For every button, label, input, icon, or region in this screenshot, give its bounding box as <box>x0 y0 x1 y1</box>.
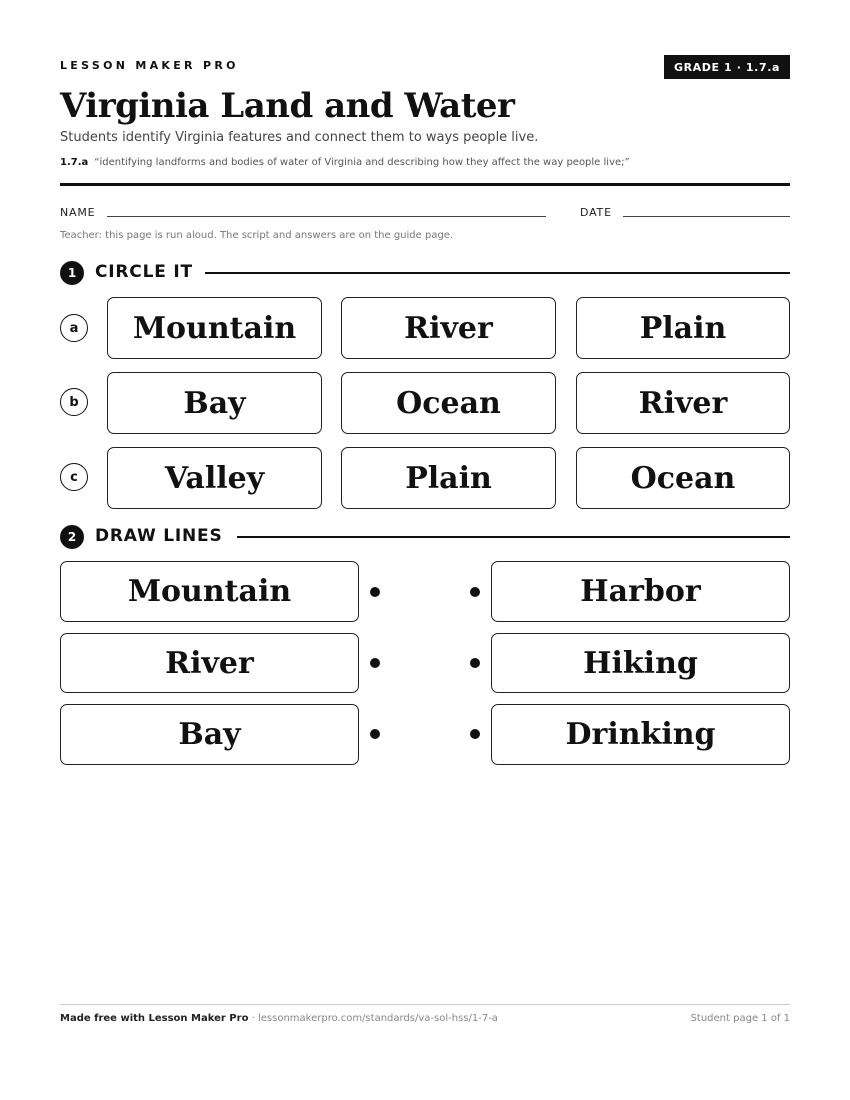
choice-b-2[interactable]: Ocean <box>341 372 556 434</box>
name-field[interactable] <box>107 216 546 217</box>
row-b-letter: b <box>60 388 88 416</box>
match-left-3[interactable]: Bay <box>60 704 359 765</box>
match-left-dot-1[interactable] <box>370 587 380 597</box>
match-right-1[interactable]: Harbor <box>491 561 790 622</box>
section-1-title: CIRCLE IT <box>95 262 193 282</box>
footer-credit <box>60 1013 498 1024</box>
match-right-2[interactable]: Hiking <box>491 633 790 693</box>
choice-b-3[interactable]: River <box>576 372 790 434</box>
page-title: Virginia Land and Water <box>60 86 515 126</box>
standard-code: 1.7.a <box>60 157 89 168</box>
brand-name: LESSON MAKER PRO <box>60 59 239 72</box>
match-right-3[interactable]: Drinking <box>491 704 790 765</box>
match-right-dot-1[interactable] <box>470 587 480 597</box>
footer-url[interactable]: · lessonmakerpro.com/standards/va-sol-hss/1-7-a <box>248 1013 498 1024</box>
footer-made-with: Made free with Lesson Maker Pro <box>60 1013 249 1024</box>
page-subtitle: Students identify Virginia features and connect them to ways people live. <box>60 130 539 145</box>
row-c-letter: c <box>60 463 88 491</box>
choice-a-2[interactable]: River <box>341 297 556 359</box>
match-left-dot-2[interactable] <box>370 658 380 668</box>
row-a-letter: a <box>60 314 88 342</box>
section-2-rule <box>237 536 790 538</box>
footer-page-number: Student page 1 of 1 <box>690 1013 790 1024</box>
section-1-number: 1 <box>60 261 84 285</box>
date-field[interactable] <box>623 216 790 217</box>
standard-line <box>60 157 630 168</box>
choice-c-2[interactable]: Plain <box>341 447 556 509</box>
name-label: NAME <box>60 206 96 219</box>
footer-divider <box>60 1004 790 1005</box>
match-left-1[interactable]: Mountain <box>60 561 359 622</box>
choice-c-3[interactable]: Ocean <box>576 447 790 509</box>
section-1-rule <box>205 272 790 274</box>
choice-a-1[interactable]: Mountain <box>107 297 322 359</box>
teacher-note: Teacher: this page is run aloud. The script and answers are on the guide page. <box>60 230 454 241</box>
standard-text: “identifying landforms and bodies of water of Virginia and describing how they affect the way people live;” <box>94 157 630 168</box>
date-label: DATE <box>580 206 612 219</box>
section-2-number: 2 <box>60 525 84 549</box>
match-right-dot-3[interactable] <box>470 729 480 739</box>
section-2-title: DRAW LINES <box>95 526 223 546</box>
header-divider <box>60 183 790 186</box>
grade-badge: GRADE 1 · 1.7.a <box>664 55 790 79</box>
choice-b-1[interactable]: Bay <box>107 372 322 434</box>
choice-c-1[interactable]: Valley <box>107 447 322 509</box>
choice-a-3[interactable]: Plain <box>576 297 790 359</box>
match-left-dot-3[interactable] <box>370 729 380 739</box>
match-left-2[interactable]: River <box>60 633 359 693</box>
match-right-dot-2[interactable] <box>470 658 480 668</box>
